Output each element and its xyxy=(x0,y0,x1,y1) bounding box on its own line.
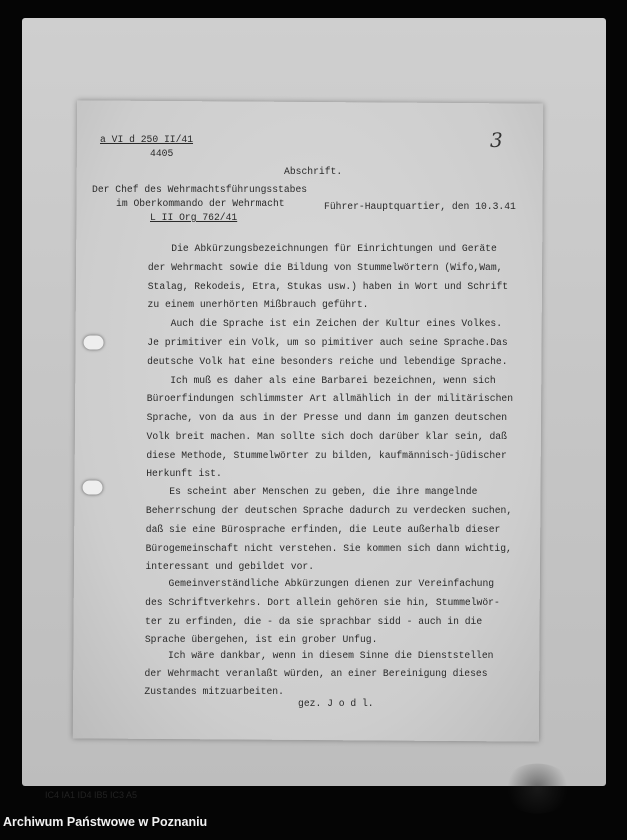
body-line: des Schriftverkehrs. Dort allein gehören sie hin, Stummelwör- xyxy=(145,597,500,608)
body-line: Bürogemeinschaft nicht verstehen. Sie kommen sich dann wichtig, xyxy=(145,543,512,554)
film-signature: IC4 IA1 ID4 IB5 IC3 A5 xyxy=(45,790,138,800)
body-line: Auch die Sprache ist ein Zeichen der Kultur eines Volkes. xyxy=(147,318,503,329)
body-line: der Wehrmacht veranlaßt würden, an einer Bereinigung dieses xyxy=(144,668,488,679)
body-line: Büroerfindungen schlimmster Art allmählich in der militärischen xyxy=(146,393,514,404)
sender-line-1: Der Chef des Wehrmachtsführungsstabes xyxy=(92,184,308,195)
body-line: daß sie eine Bürosprache erfinden, die Leute außerhalb dieser xyxy=(145,524,501,535)
body-line: interessant und gebildet vor. xyxy=(145,561,315,572)
body-line: Es scheint aber Menschen zu geben, die ihre mangelnde xyxy=(146,486,478,497)
body-line: Die Abkürzungsbezeichnungen für Einrichtungen und Geräte xyxy=(148,243,497,254)
body-line: Sprache übergehen, ist ein grober Unfug. xyxy=(144,634,378,645)
signature: gez. J o d l. xyxy=(298,698,374,709)
ink-stain xyxy=(502,763,572,813)
body-line: Herkunft ist. xyxy=(146,468,222,479)
body-line: Zustandes mitzuarbeiten. xyxy=(144,686,284,697)
document-title: Abschrift. xyxy=(284,166,343,177)
body-line: Beherrschung der deutschen Sprache dadurch zu verdecken suchen, xyxy=(145,505,513,516)
sender-reference: L II Org 762/41 xyxy=(150,212,238,223)
body-line: Ich muß es daher als eine Barbarei bezeichnen, wenn sich xyxy=(146,375,496,386)
place-date: Führer-Hauptquartier, den 10.3.41 xyxy=(324,201,516,212)
body-line: Gemeinverständliche Abkürzungen dienen zur Vereinfachung xyxy=(145,578,495,589)
body-line: deutsche Volk hat eine besonders reiche und lebendige Sprache. xyxy=(147,356,508,367)
page-number: 3 xyxy=(490,128,503,152)
header-number: 4405 xyxy=(150,148,174,159)
sender-line-2: im Oberkommando der Wehrmacht xyxy=(116,198,285,209)
body-line: zu einem unerhörten Mißbrauch geführt. xyxy=(147,299,369,310)
body-line: Sprache, von da aus in der Presse und dann im ganzen deutschen xyxy=(146,412,508,423)
body-line: ter zu erfinden, die - da sie sprachbar sidd - auch in die xyxy=(145,616,483,627)
body-line: der Wehrmacht sowie die Bildung von Stummelwörtern (Wifo,Wam, xyxy=(147,262,503,273)
punch-hole xyxy=(83,335,103,349)
body-line: Ich wäre dankbar, wenn in diesem Sinne die Dienststellen xyxy=(144,650,494,661)
body-line: Stalag, Rekodeis, Etra, Stukas usw.) haben in Wort und Schrift xyxy=(147,281,509,292)
body-line: Je primitiver ein Volk, um so pimitiver auch seine Sprache.Das xyxy=(147,337,508,348)
body-line: diese Methode, Stummelwörter zu bilden, kaufmännisch-jüdischer xyxy=(146,450,507,461)
punch-hole xyxy=(82,480,102,494)
body-line: Volk breit machen. Man sollte sich doch darüber klar sein, daß xyxy=(146,431,507,442)
archive-name: Archiwum Państwowe w Poznaniu xyxy=(3,815,208,829)
header-reference: a VI d 250 II/41 xyxy=(100,134,194,145)
